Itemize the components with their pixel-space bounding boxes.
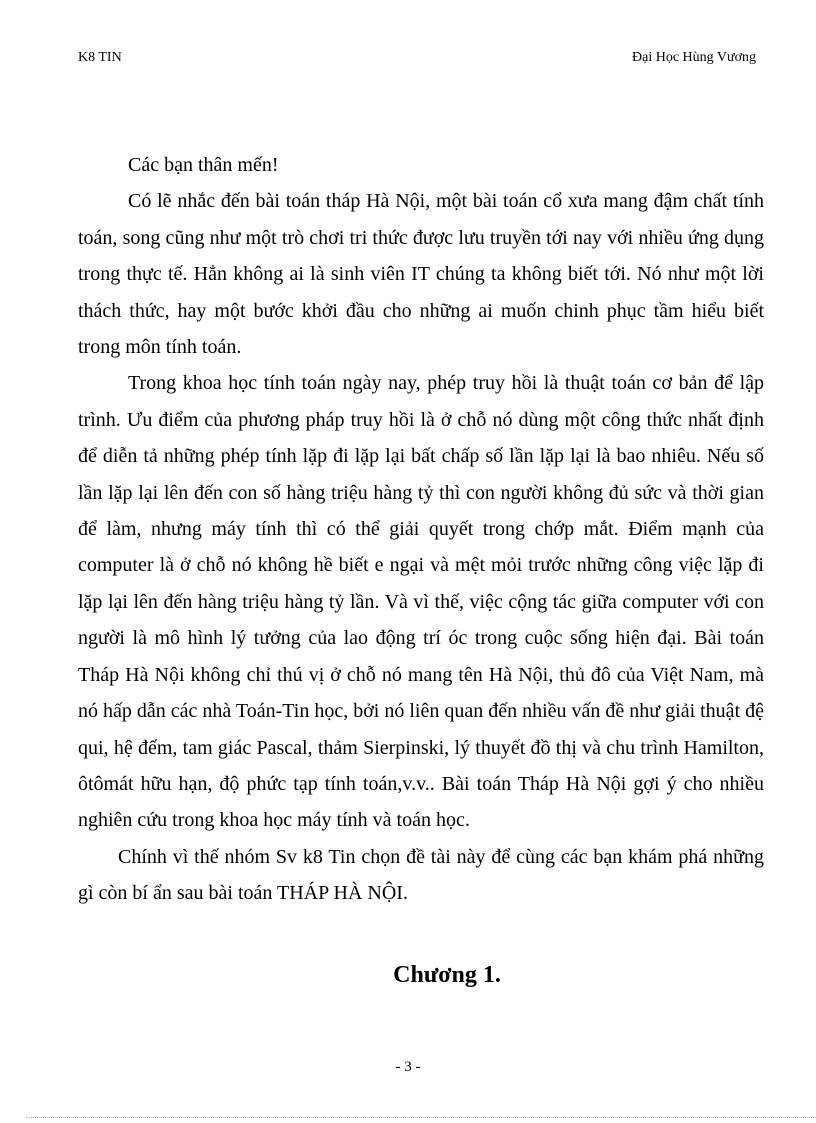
header-left: K8 TIN (78, 50, 122, 65)
greeting: Các bạn thân mến! (128, 154, 279, 176)
footer-divider (26, 1117, 816, 1118)
paragraph-3: Chính vì thế nhóm Sv k8 Tin chọn đề tài này để cùng các bạn khám phá những gì còn bí ẩn sau bài toán THÁP HÀ NỘI. (78, 845, 764, 905)
page-number: - 3 - (395, 1059, 421, 1075)
paragraph-1: Có lẽ nhắc đến bài toán tháp Hà Nội, một bài toán cổ xưa mang đậm chất tính toán, song cũng như một trò chơi tri thức được lưu truyền tới nay với nhiều ứng dụng trong thực tế. Hẳn không ai là sinh viên IT chúng ta không biết tới. Nó như một lời thách thức, hay một bước khởi đầu cho những ai muốn chinh phục tầm hiểu biết trong môn tính toán. (78, 190, 764, 359)
chapter-title: Chương 1. (393, 962, 501, 988)
paragraph-2: Trong khoa học tính toán ngày nay, phép truy hồi là thuật toán cơ bản để lập trình. Ưu điểm của phương pháp truy hồi là ở chỗ nó dùng một công thức nhất định để diễn tả những phép tính lặp đi lặp lại bất chấp số lần lặp lại là bao nhiêu. Nếu số lần lặp lại lên đến con số hàng triệu hàng tỷ thì con người không đủ sức và thời gian để làm, nhưng máy tính thì có thể giải quyết trong chớp mắt. Điểm mạnh của computer là ở chỗ nó không hề biết e ngại và mệt mỏi trước những công việc lặp đi lặp lại lên đến hàng triệu hàng tỷ lần. Và vì thế, việc cộng tác giữa computer với con người là mô hình lý tưởng của lao động trí óc trong cuộc sống hiện đại. Bài toán Tháp Hà Nội không chỉ thú vị ở chỗ nó mang tên Hà Nội, thủ đô của Việt Nam, mà nó hấp dẫn các nhà Toán-Tin học, bởi nó liên quan đến nhiều vấn đề như giải thuật đệ qui, hệ đếm, tam giác Pascal, thảm Sierpinski, lý thuyết đồ thị và chu trình Hamilton, ôtômát hữu hạn, độ phức tạp tính toán,v.v.. Bài toán Tháp Hà Nội gợi ý cho nhiều nghiên cứu trong khoa học máy tính và toán học. (78, 372, 764, 832)
document-body (78, 147, 764, 912)
header-right: Đại Học Hùng Vương (632, 50, 756, 65)
